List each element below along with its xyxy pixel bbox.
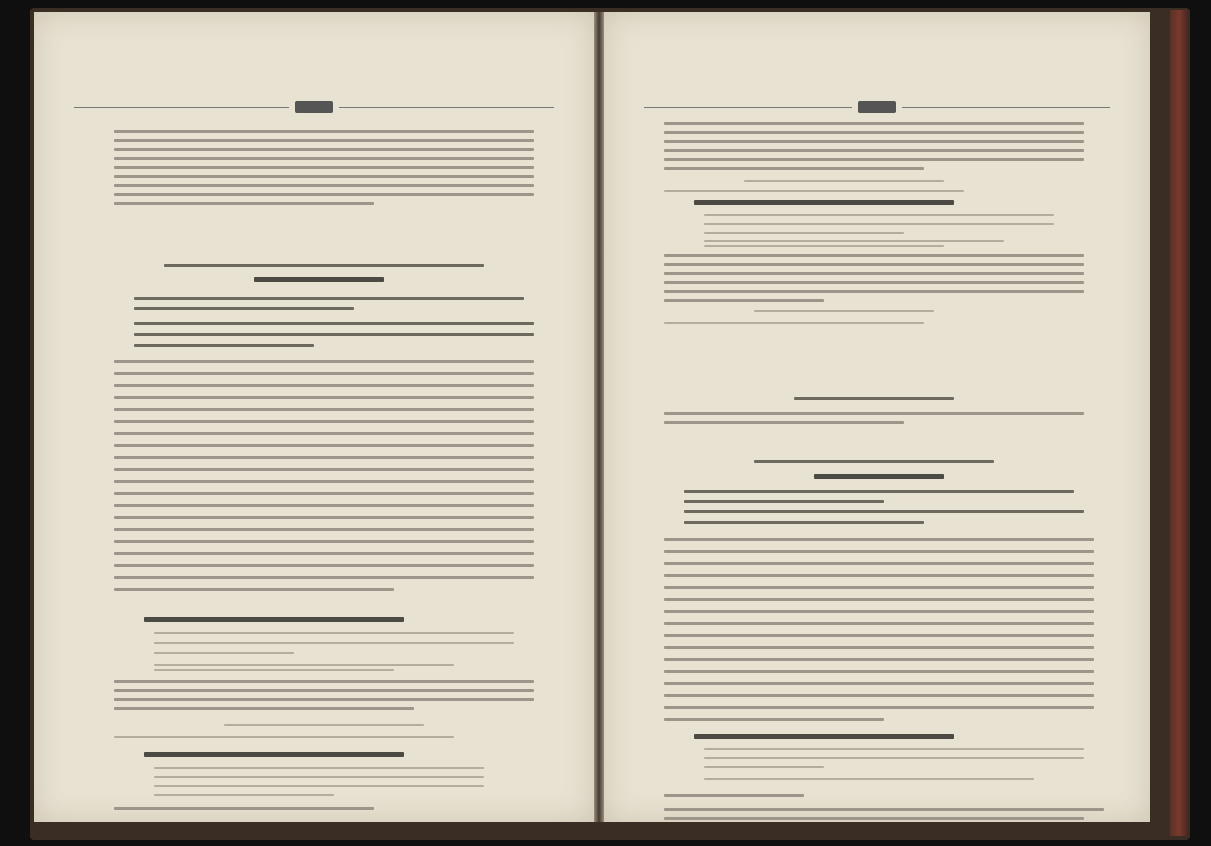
- text-line: [664, 658, 1094, 661]
- text-line: [114, 540, 534, 543]
- text-line: [114, 372, 534, 375]
- species-heading: [144, 752, 404, 757]
- page-number: [295, 101, 333, 113]
- text-line: [114, 157, 534, 160]
- text-line: [664, 610, 1094, 613]
- text-line: [114, 175, 534, 178]
- text-line: [664, 190, 964, 192]
- text-line: [134, 307, 354, 310]
- text-line: [114, 420, 534, 423]
- text-line: [664, 254, 1084, 257]
- text-line: [704, 214, 1054, 216]
- text-line: [114, 130, 534, 133]
- text-line: [114, 480, 534, 483]
- section-heading: [164, 264, 484, 267]
- text-line: [664, 694, 1094, 697]
- text-line: [664, 167, 924, 170]
- right-page-number-band: [644, 100, 1110, 114]
- text-line: [664, 794, 804, 797]
- text-line: [704, 748, 1084, 750]
- text-line: [114, 396, 534, 399]
- text-line: [114, 588, 394, 591]
- text-line: [664, 158, 1084, 161]
- text-line: [704, 245, 944, 247]
- text-line: [134, 322, 534, 325]
- text-line: [704, 223, 1054, 225]
- text-line: [664, 131, 1084, 134]
- text-line: [154, 652, 294, 654]
- text-line: [684, 521, 924, 524]
- text-line: [114, 680, 534, 683]
- text-line: [664, 598, 1094, 601]
- text-line: [664, 817, 1084, 820]
- text-line: [704, 778, 1034, 780]
- text-line: [664, 538, 1094, 541]
- text-line: [664, 670, 1094, 673]
- text-line: [664, 290, 1084, 293]
- text-line: [704, 240, 1004, 242]
- text-line: [114, 148, 534, 151]
- text-line: [754, 310, 934, 312]
- text-line: [664, 586, 1094, 589]
- text-line: [664, 550, 1094, 553]
- text-line: [664, 682, 1094, 685]
- text-line: [114, 736, 454, 738]
- text-line: [704, 766, 824, 768]
- text-line: [154, 767, 484, 769]
- text-line: [114, 456, 534, 459]
- text-line: [134, 333, 534, 336]
- text-line: [154, 664, 454, 666]
- text-line: [114, 139, 534, 142]
- text-line: [664, 122, 1084, 125]
- text-line: [664, 718, 884, 721]
- text-line: [114, 202, 374, 205]
- section-heading: [754, 460, 994, 463]
- text-line: [114, 432, 534, 435]
- text-line: [704, 232, 904, 234]
- genus-title: [814, 474, 944, 479]
- text-line: [664, 272, 1084, 275]
- text-line: [114, 552, 534, 555]
- text-line: [114, 707, 414, 710]
- text-line: [154, 785, 484, 787]
- text-line: [114, 564, 534, 567]
- text-line: [664, 140, 1084, 143]
- book-spine: [1170, 10, 1188, 836]
- left-page-number-band: [74, 100, 554, 114]
- text-line: [114, 492, 534, 495]
- text-line: [664, 634, 1094, 637]
- text-line: [744, 180, 944, 182]
- text-line: [664, 706, 1094, 709]
- text-line: [664, 646, 1094, 649]
- text-line: [114, 516, 534, 519]
- text-line: [664, 412, 1084, 415]
- text-line: [114, 184, 534, 187]
- text-line: [114, 360, 534, 363]
- text-line: [114, 504, 534, 507]
- text-line: [664, 574, 1094, 577]
- text-line: [664, 622, 1094, 625]
- species-heading: [694, 200, 954, 205]
- page-number: [858, 101, 896, 113]
- gutter: [594, 12, 604, 822]
- subheading: [794, 397, 954, 400]
- text-line: [154, 794, 334, 796]
- text-line: [114, 807, 374, 810]
- species-heading: [694, 734, 954, 739]
- text-line: [114, 408, 534, 411]
- text-line: [664, 562, 1094, 565]
- text-line: [684, 510, 1084, 513]
- text-line: [134, 297, 524, 300]
- text-line: [664, 322, 924, 324]
- text-line: [154, 776, 484, 778]
- right-page: [604, 12, 1150, 822]
- text-line: [114, 689, 534, 692]
- text-line: [114, 468, 534, 471]
- left-page: [34, 12, 594, 822]
- text-line: [114, 576, 534, 579]
- text-line: [114, 166, 534, 169]
- text-line: [224, 724, 424, 726]
- text-line: [684, 490, 1074, 493]
- text-line: [664, 299, 824, 302]
- text-line: [114, 528, 534, 531]
- text-line: [114, 698, 534, 701]
- text-line: [114, 193, 534, 196]
- species-heading: [144, 617, 404, 622]
- text-line: [664, 263, 1084, 266]
- text-line: [704, 757, 1084, 759]
- text-line: [114, 444, 534, 447]
- text-line: [664, 281, 1084, 284]
- text-line: [684, 500, 884, 503]
- text-line: [114, 384, 534, 387]
- text-line: [154, 642, 514, 644]
- text-line: [154, 632, 514, 634]
- text-line: [134, 344, 314, 347]
- text-line: [664, 149, 1084, 152]
- text-line: [664, 808, 1104, 811]
- text-line: [154, 669, 394, 671]
- genus-title: [254, 277, 384, 282]
- text-line: [664, 421, 904, 424]
